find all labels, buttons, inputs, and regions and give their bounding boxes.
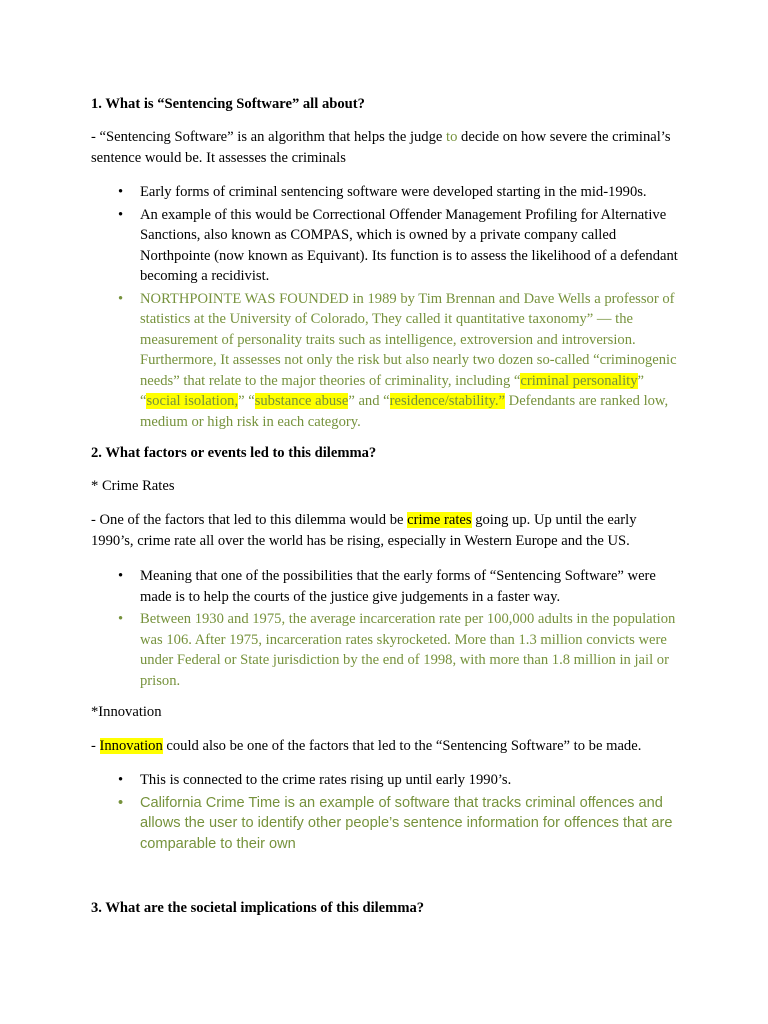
paragraph-text: - bbox=[91, 738, 100, 754]
section-1-heading: 1. What is “Sentencing Software” all about? bbox=[91, 96, 365, 112]
highlighted-text: substance abuse bbox=[254, 393, 349, 409]
list-item-text: This is connected to the crime rates rising up until early 1990’s. bbox=[140, 772, 512, 788]
section-2-heading: 2. What factors or events led to this dilemma? bbox=[91, 445, 377, 461]
highlighted-text: residence/stability.” bbox=[389, 393, 506, 409]
list-item-text: ” “ bbox=[238, 393, 255, 409]
highlighted-text: crime rates bbox=[407, 512, 472, 528]
section-2-bullet-list-1 bbox=[118, 566, 678, 693]
list-item bbox=[118, 205, 678, 287]
highlighted-text: criminal personality bbox=[520, 372, 638, 389]
list-item-text: An example of this would be Correctional Offender Management Profiling for Alternative Sanctions, also known as COMPAS, which is owned by a private company called Northpointe (now known as Equivant). Its function is to assess the likelihood of a defendant becoming a recidivist. bbox=[140, 206, 678, 284]
bullet-icon: • bbox=[118, 794, 124, 811]
section-1-intro bbox=[91, 127, 681, 168]
bullet-icon: • bbox=[118, 290, 124, 307]
list-item bbox=[118, 770, 678, 791]
highlighted-text: Innovation bbox=[99, 738, 163, 754]
list-item-text: Meaning that one of the possibilities that the early forms of “Sentencing Software” were made is to help the courts of the justice give judgements in a faster way. bbox=[140, 568, 656, 605]
bullet-icon: • bbox=[118, 772, 124, 788]
bullet-icon: • bbox=[118, 206, 124, 223]
list-item bbox=[118, 609, 678, 691]
list-item bbox=[118, 289, 678, 433]
bullet-icon: • bbox=[118, 184, 124, 200]
list-item-text: ” “ bbox=[140, 372, 644, 409]
section-3-heading: 3. What are the societal implications of this dilemma? bbox=[91, 900, 425, 916]
list-item-text: ” and “ bbox=[348, 393, 390, 409]
list-item bbox=[118, 182, 678, 203]
section-2-subheading-crime-rates: * Crime Rates bbox=[91, 478, 175, 494]
list-item-text: NORTHPOINTE WAS FOUNDED in 1989 by Tim Brennan and Dave Wells a professor of statistics at the University of Colorado, They called it quantitative taxonomy” — the measurement of personality traits such as intelligence, extroversion and introversion. Furthermore, It assesses not only the risk but also nearly two dozen so-called “criminogenic needs” that relate to the major theories of criminality, including “ bbox=[140, 290, 677, 389]
list-item-text: Defendants are ranked low, medium or high risk in each category. bbox=[140, 393, 669, 430]
list-item bbox=[118, 793, 678, 855]
paragraph-text: going up. Up until the early 1990’s, crime rate all over the world has be rising, especially in Western Europe and the US. bbox=[91, 512, 637, 549]
paragraph-text: - One of the factors that led to this dilemma would be bbox=[91, 512, 408, 528]
list-item-text: California Crime Time is an example of software that tracks criminal offences and allows the user to identify other people’s sentence information for offences that are comparable to their own bbox=[140, 794, 673, 852]
list-item-text: Early forms of criminal sentencing software were developed starting in the mid-1990s. bbox=[140, 184, 647, 200]
list-item-text: Between 1930 and 1975, the average incarceration rate per 100,000 adults in the population was 106. After 1975, incarceration rates skyrocketed. More than 1.3 million convicts were under Federal or State jurisdiction by the end of 1998, with more than 1.8 million in jail or prison. bbox=[140, 611, 676, 689]
section-2-paragraph-1 bbox=[91, 510, 681, 551]
section-2-bullet-list-2 bbox=[118, 770, 678, 856]
paragraph-text: could also be one of the factors that led to the “Sentencing Software” to be made. bbox=[162, 738, 642, 754]
section-2-subheading-innovation: *Innovation bbox=[91, 704, 162, 720]
section-1-bullet-list bbox=[118, 182, 678, 434]
bullet-icon: • bbox=[118, 568, 124, 584]
intro-text-end: decide on how severe the criminal’s sentence would be. It assesses the criminals bbox=[91, 129, 671, 166]
highlighted-text: social isolation, bbox=[146, 393, 239, 409]
list-item bbox=[118, 566, 678, 607]
intro-text: - “Sentencing Software” is an algorithm that helps the judge bbox=[91, 129, 447, 145]
section-2-paragraph-2 bbox=[91, 736, 681, 757]
bullet-icon: • bbox=[118, 611, 124, 627]
intro-green-text: to bbox=[446, 129, 458, 145]
